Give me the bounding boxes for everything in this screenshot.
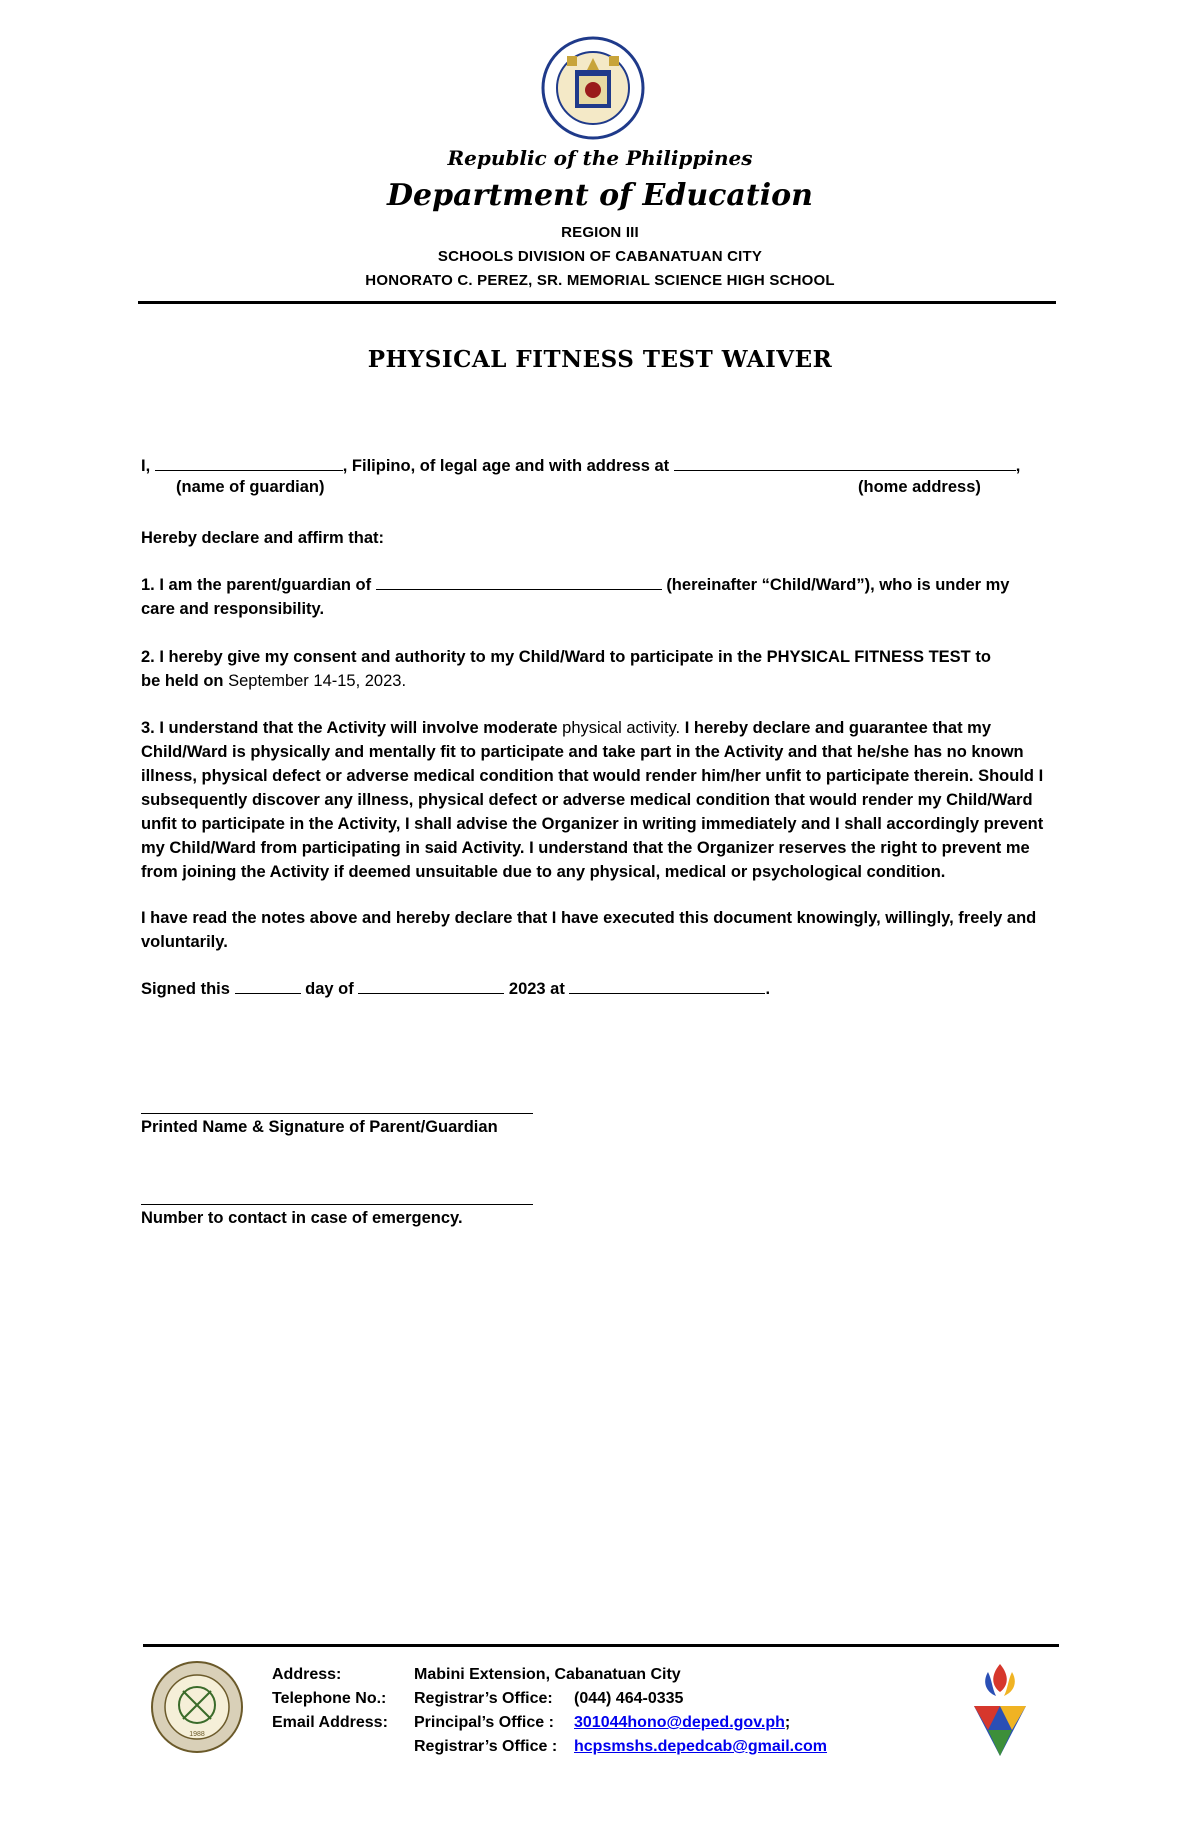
footer-contact-table [272, 1663, 827, 1759]
child-name-blank[interactable] [376, 575, 662, 590]
item2-text-b: to [975, 648, 991, 666]
signed-text-b: day of [305, 980, 354, 998]
item-3 [141, 716, 1066, 884]
region-heading: REGION III [561, 224, 639, 241]
item3-text-b: I hereby declare and guarantee that my Child/Ward is physically and mentally fit to participate and take part in the Activity and that he/she has no known illness, physical defect or adverse medical condition that would render him/her unfit to participate therein. Should I subsequently discover any illness, physical defect or adverse medical condition that would render my Child/Ward unfit to participate in the Activity, I shall advise the Organizer in writing immediately and I shall accordingly prevent my Child/Ward from participating in said Activity. I understand that the Organizer reserves the right to prevent me from joining the Activity if deemed unsuitable due to any physical, medical or psychological condition. [141, 719, 1044, 881]
flame-diamond-logo [968, 1660, 1032, 1760]
tel-office: Registrar’s Office: [414, 1690, 553, 1707]
email-label: Email Address: [272, 1714, 388, 1731]
day-blank[interactable] [235, 979, 301, 994]
acknowledgement: I have read the notes above and hereby declare that I have executed this document knowingly, willingly, freely and voluntarily. [141, 909, 1037, 951]
item1-text-b: (hereinafter “Child/Ward”), who is under my [666, 576, 1010, 594]
line1-prefix: I, [141, 457, 151, 475]
item2-text-c: be held on [141, 672, 224, 690]
division-heading: SCHOOLS DIVISION OF CABANATUAN CITY [437, 248, 763, 265]
principal-office-label: Principal’s Office : [414, 1714, 554, 1731]
line1-end: , [1015, 457, 1021, 475]
department-heading: Department of Education [387, 178, 813, 213]
footer-divider [143, 1644, 1059, 1647]
republic-heading: Republic of the Philippines [447, 146, 753, 170]
line1-mid: , Filipino, of legal age and with address at [342, 457, 670, 475]
item3-text-a: 3. I understand that the Activity will involve moderate [141, 719, 558, 737]
registrar-email-link[interactable]: hcpsmshs.depedcab@gmail.com [574, 1738, 828, 1755]
item-1 [141, 573, 1066, 621]
place-blank[interactable] [569, 979, 765, 994]
item-2 [141, 645, 1066, 693]
signed-text-a: Signed this [141, 980, 230, 998]
registrar-office-label: Registrar’s Office : [414, 1738, 558, 1755]
school-seal-logo [150, 1660, 244, 1754]
guardian-label: (name of guardian) [176, 478, 325, 496]
item2-test-name: PHYSICAL FITNESS TEST [766, 648, 971, 666]
school-heading: HONORATO C. PEREZ, SR. MEMORIAL SCIENCE HIGH SCHOOL [365, 272, 835, 289]
declare-line: Hereby declare and affirm that: [141, 529, 384, 547]
principal-email-link[interactable]: 301044hono@deped.gov.ph [574, 1714, 785, 1731]
item3-text-light: physical activity. [562, 719, 681, 737]
month-blank[interactable] [358, 979, 504, 994]
signed-line [141, 977, 1066, 1001]
address-label: (home address) [858, 478, 981, 496]
item1-text-c: care and responsibility. [141, 600, 325, 618]
contact-line[interactable] [141, 1204, 533, 1205]
telephone-label: Telephone No.: [272, 1690, 387, 1707]
signed-text-d: . [765, 980, 771, 998]
contact-label: Number to contact in case of emergency. [141, 1209, 463, 1227]
signature-label: Printed Name & Signature of Parent/Guardian [141, 1118, 498, 1136]
deped-seal-logo [541, 36, 645, 140]
signature-line[interactable] [141, 1113, 533, 1114]
guardian-name-blank[interactable] [155, 456, 343, 471]
principal-email-sep: ; [784, 1714, 791, 1731]
document-title: PHYSICAL FITNESS TEST WAIVER [367, 346, 833, 373]
header-divider [138, 301, 1056, 304]
school-seal-year: 1988 [189, 1731, 205, 1738]
telephone-value: (044) 464-0335 [574, 1690, 684, 1707]
signed-text-c: 2023 at [508, 980, 565, 998]
home-address-blank[interactable] [674, 456, 1016, 471]
address-value: Mabini Extension, Cabanatuan City [414, 1666, 681, 1683]
item2-date: September 14-15, 2023. [228, 672, 407, 690]
address-label-cell: Address: [272, 1666, 342, 1683]
item2-text-a: 2. I hereby give my consent and authority to my Child/Ward to participate in the [141, 648, 762, 666]
guardian-line [141, 454, 1066, 478]
item1-text-a: 1. I am the parent/guardian of [141, 576, 372, 594]
